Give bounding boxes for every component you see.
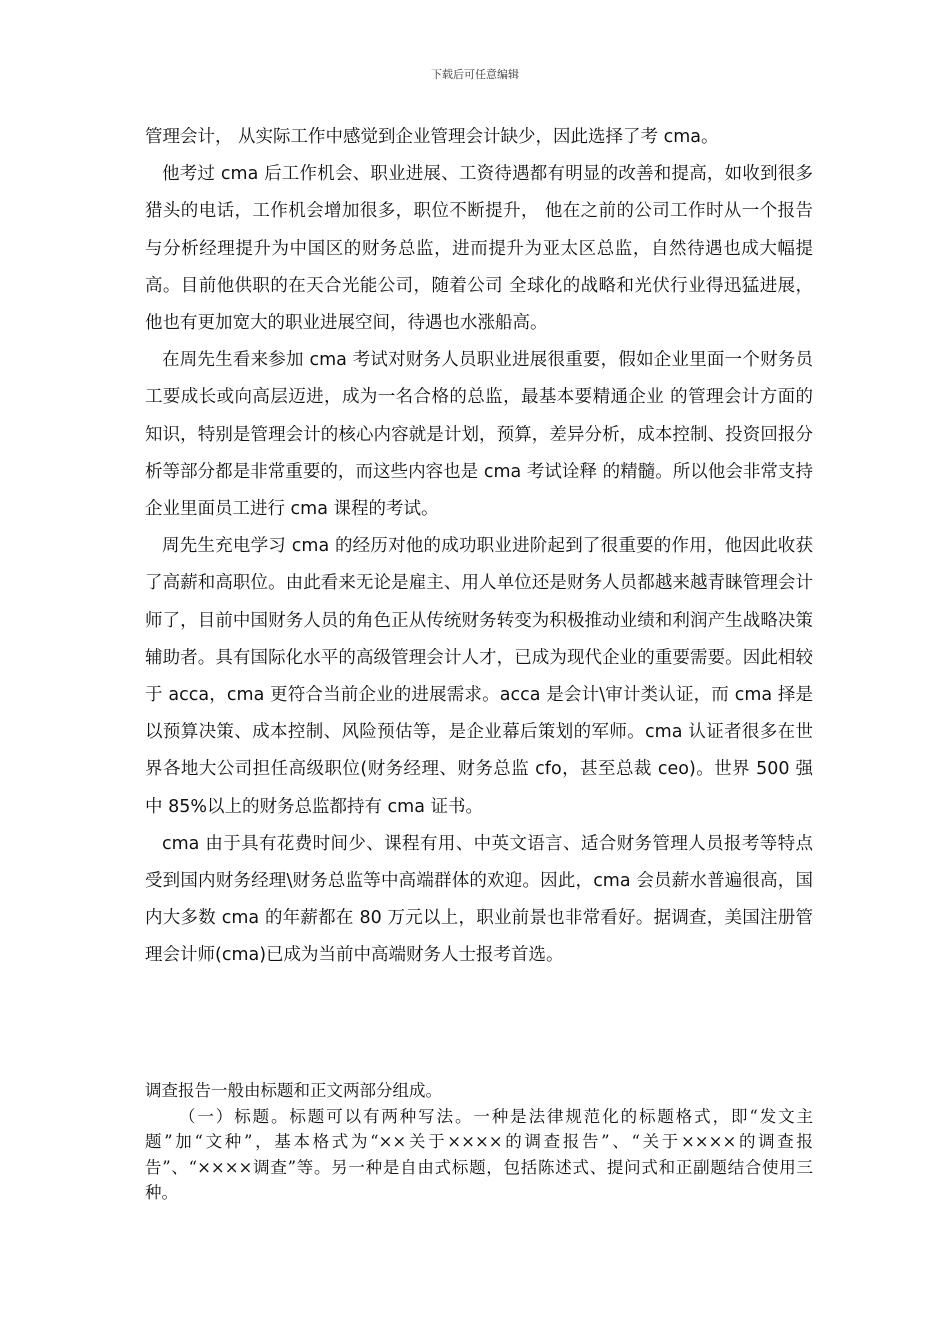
paragraph-3: 在周先生看来参加 cma 考试对财务人员职业进展很重要，假如企业里面一个财务员工要成长或向高层迈进，成为一名合格的总监，最基本要精通企业 的管理会计方面的知识，特别是管理会计的核心内容就是计划，预算，差异分析，成本控制、投资回报分析等部分都是非常重要的，而这些内容也是 cma 考试诠释 的精髓。所以他会非常支持企业里面员工进行 cma 课程的考试。 [145,350,813,520]
appendix-intro: 调查报告一般由标题和正文两部分组成。 [145,1081,442,1100]
appendix-section [145,1078,813,1206]
paragraph-1: 管理会计， 从实际工作中感觉到企业管理会计缺少，因此选择了考 cma。 [145,127,719,147]
main-body [145,119,813,975]
paragraph-4: 周先生充电学习 cma 的经历对他的成功职业进阶起到了很重要的作用，他因此收获了高薪和高职位。由此看来无论是雇主、用人单位还是财务人员都越来越青睐管理会计师了，目前中国财务人员的角色正从传统财务转变为积极推动业绩和利润产生战略决策辅助者。具有国际化水平的高级管理会计人才，已成为现代企业的重要需要。因此相较于 acca，cma 更符合当前企业的进展需求。acca 是会计\审计类认证，而 cma 择是以预算决策、成本控制、风险预估等，是企业幕后策划的军师。cma 认证者很多在世界各地大公司担任高级职位(财务经理、财务总监 cfo，甚至总裁 ceo)。世界 500 强中 85%以上的财务总监都持有 cma 证书。 [145,536,813,817]
paragraph-5: cma 由于具有花费时间少、课程有用、中英文语言、适合财务管理人员报考等特点受到国内财务经理\财务总监等中高端群体的欢迎。因此，cma 会员薪水普遍很高，国内大多数 cma 的年薪都在 80 万元以上，职业前景也非常看好。据调查，美国注册管理会计师(cma)已成为当前中高端财务人士报考首选。 [145,833,813,966]
appendix-item-title: （一）标题。标题可以有两种写法。一种是法律规范化的标题格式，即“发文主题”加“文种”，基本格式为“××关于××××的调查报告”、“关于××××的调查报告”、“××××调查”等。另一种是自由式标题，包括陈述式、提问式和正副题结合使用三种。 [145,1106,813,1203]
page-header: 下载后可任意编辑 [431,68,519,81]
paragraph-2: 他考过 cma 后工作机会、职业进展、工资待遇都有明显的改善和提高，如收到很多猎头的电话，工作机会增加很多，职位不断提升， 他在之前的公司工作时从一个报告与分析经理提升为中国区的财务总监，进而提升为亚太区总监，自然待遇也成大幅提高。目前他供职的在天合光能公司，随着公司 全球化的战略和光伏行业得迅猛进展，他也有更加宽大的职业进展空间，待遇也水涨船高。 [145,164,813,334]
